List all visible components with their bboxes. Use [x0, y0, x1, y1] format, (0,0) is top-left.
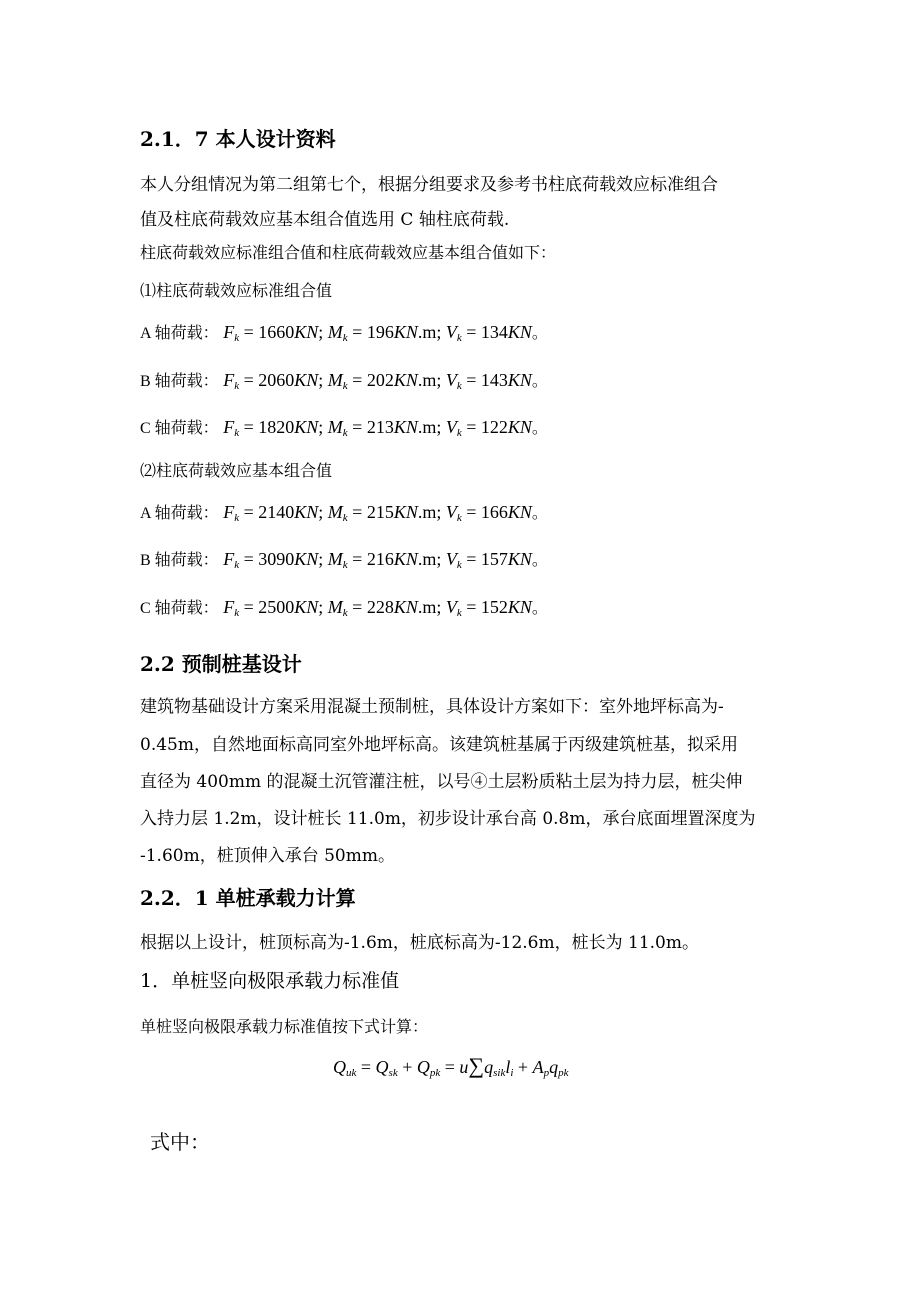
- sub-k: k: [342, 380, 348, 392]
- var-F: F: [223, 370, 235, 390]
- eq-sign: =: [347, 417, 367, 437]
- eq-sign: =: [239, 502, 259, 522]
- semicolon: ;: [436, 597, 446, 617]
- f-sub-sk: sk: [388, 1067, 398, 1079]
- var-V: V: [445, 549, 457, 569]
- design-line-4: 入持力层 1.2m，设计桩长 11.0m，初步设计承台高 0.8m，承台底面埋置深度为: [140, 809, 756, 829]
- unit-KN: KN: [393, 322, 418, 342]
- unit-KN: KN: [507, 370, 532, 390]
- unit-KN: KN: [294, 597, 319, 617]
- sub-k: k: [342, 607, 348, 619]
- unit-KN: KN: [393, 597, 418, 617]
- sub-k: k: [342, 512, 348, 524]
- eq-sign: =: [461, 502, 481, 522]
- var-V: V: [445, 597, 457, 617]
- sub-k: k: [234, 512, 240, 524]
- var-V: V: [445, 370, 457, 390]
- eq-sign: =: [461, 597, 481, 617]
- load-row: [140, 500, 548, 524]
- unit-KN: KN: [393, 502, 418, 522]
- eq-sign: =: [461, 549, 481, 569]
- section-title-2-2-1: 2.2．1 单桩承载力计算: [140, 886, 356, 910]
- value-V: 122: [480, 417, 508, 437]
- f-sum: ∑: [468, 1053, 485, 1078]
- unit-KN: KN: [393, 417, 418, 437]
- pile-elevation-line: 根据以上设计，桩顶标高为-1.6m，桩底标高为-12.6m，桩长为 11.0m。: [140, 933, 699, 953]
- f-sub-sik: sik: [493, 1067, 506, 1079]
- unit-dot-m: .m: [417, 322, 437, 342]
- design-line-5: -1.60m，桩顶伸入承台 50mm。: [140, 846, 395, 866]
- sub-k: k: [342, 427, 348, 439]
- unit-KN: KN: [294, 322, 319, 342]
- f-sub-uk: uk: [346, 1067, 357, 1079]
- f-eq: =: [356, 1057, 376, 1077]
- intro-line-2: 值及柱底荷载效应基本组合值选用 C 轴柱底荷载.: [140, 210, 510, 230]
- f-sub-p: p: [543, 1067, 550, 1079]
- period: 。: [531, 420, 548, 437]
- section-title-2-1-7: 2.1．7 本人设计资料: [140, 127, 336, 151]
- unit-dot-m: .m: [417, 597, 437, 617]
- intro-line-1: 本人分组情况为第二组第七个，根据分组要求及参考书柱底荷载效应标准组合: [140, 175, 718, 195]
- value-M: 213: [366, 417, 394, 437]
- section-title-2-2: 2.2 预制桩基设计: [140, 652, 302, 676]
- value-V: 166: [480, 502, 508, 522]
- var-M: M: [327, 322, 343, 342]
- semicolon: ;: [436, 549, 446, 569]
- f-Q: Q: [375, 1057, 389, 1077]
- semicolon: ;: [318, 502, 328, 522]
- unit-KN: KN: [507, 322, 532, 342]
- design-line-3: 直径为 400mm 的混凝土沉管灌注桩，以号④土层粉质粘土层为持力层，桩尖伸: [140, 772, 743, 792]
- var-M: M: [327, 502, 343, 522]
- var-M: M: [327, 417, 343, 437]
- f-Q: Q: [416, 1057, 430, 1077]
- var-M: M: [327, 549, 343, 569]
- f-sub-i: i: [510, 1067, 514, 1079]
- sub-k: k: [234, 332, 240, 344]
- value-V: 157: [480, 549, 508, 569]
- semicolon: ;: [318, 549, 328, 569]
- unit-dot-m: .m: [417, 370, 437, 390]
- period: 。: [531, 505, 548, 522]
- value-M: 216: [366, 549, 394, 569]
- value-F: 2140: [258, 502, 295, 522]
- axis-label: C 轴荷载：: [140, 600, 219, 617]
- eq-sign: =: [239, 417, 259, 437]
- f-u: u: [459, 1057, 469, 1077]
- unit-dot-m: .m: [417, 502, 437, 522]
- unit-KN: KN: [507, 417, 532, 437]
- f-l: l: [505, 1057, 511, 1077]
- f-Q: Q: [333, 1057, 346, 1077]
- f-eq: =: [440, 1057, 460, 1077]
- semicolon: ;: [318, 417, 328, 437]
- f-plus: +: [397, 1057, 417, 1077]
- eq-sign: =: [347, 502, 367, 522]
- semicolon: ;: [436, 370, 446, 390]
- var-F: F: [223, 417, 235, 437]
- design-line-2: 0.45m，自然地面标高同室外地坪标高。该建筑桩基属于丙级建筑桩基，拟采用: [140, 735, 738, 755]
- load-row: [140, 547, 548, 571]
- unit-KN: KN: [507, 597, 532, 617]
- eq-sign: =: [347, 370, 367, 390]
- sub-k: k: [234, 380, 240, 392]
- load-row: [140, 415, 548, 439]
- semicolon: ;: [436, 502, 446, 522]
- semicolon: ;: [436, 322, 446, 342]
- sub-k: k: [342, 332, 348, 344]
- semicolon: ;: [436, 417, 446, 437]
- group-label-basic: ⑵柱底荷载效应基本组合值: [140, 461, 333, 480]
- sub-k: k: [456, 332, 462, 344]
- eq-sign: =: [461, 370, 481, 390]
- value-V: 143: [480, 370, 508, 390]
- intro-line-3: 柱底荷载效应标准组合值和柱底荷载效应基本组合值如下：: [140, 243, 557, 262]
- eq-sign: =: [461, 417, 481, 437]
- period: 。: [531, 552, 548, 569]
- unit-KN: KN: [294, 370, 319, 390]
- load-row: [140, 368, 548, 392]
- sub-k: k: [234, 607, 240, 619]
- unit-KN: KN: [393, 370, 418, 390]
- eq-sign: =: [461, 322, 481, 342]
- var-F: F: [223, 322, 235, 342]
- eq-sign: =: [239, 597, 259, 617]
- unit-KN: KN: [294, 502, 319, 522]
- value-M: 215: [366, 502, 394, 522]
- axis-label: A 轴荷载：: [140, 325, 219, 342]
- group-label-standard: ⑴柱底荷载效应标准组合值: [140, 281, 333, 300]
- var-F: F: [223, 549, 235, 569]
- sub-k: k: [234, 559, 240, 571]
- var-F: F: [223, 597, 235, 617]
- unit-KN: KN: [393, 549, 418, 569]
- value-F: 2060: [258, 370, 295, 390]
- semicolon: ;: [318, 370, 328, 390]
- period: 。: [531, 373, 548, 390]
- period: 。: [531, 325, 548, 342]
- f-sub-pk: pk: [558, 1067, 569, 1079]
- sub-k: k: [456, 607, 462, 619]
- value-V: 134: [480, 322, 508, 342]
- value-M: 202: [366, 370, 394, 390]
- eq-sign: =: [347, 549, 367, 569]
- semicolon: ;: [318, 322, 328, 342]
- eq-sign: =: [239, 549, 259, 569]
- var-M: M: [327, 370, 343, 390]
- value-F: 2500: [258, 597, 295, 617]
- value-V: 152: [480, 597, 508, 617]
- design-line-1: 建筑物基础设计方案采用混凝土预制桩，具体设计方案如下：室外地坪标高为-: [140, 697, 724, 717]
- unit-KN: KN: [294, 417, 319, 437]
- eq-sign: =: [347, 322, 367, 342]
- f-A: A: [532, 1057, 544, 1077]
- var-V: V: [445, 502, 457, 522]
- value-F: 3090: [258, 549, 295, 569]
- formula-intro: 单桩竖向极限承载力标准值按下式计算：: [140, 1017, 429, 1036]
- value-F: 1660: [258, 322, 295, 342]
- formula-Quk: [333, 1053, 568, 1079]
- value-F: 1820: [258, 417, 295, 437]
- sub-k: k: [456, 512, 462, 524]
- sub-k: k: [456, 559, 462, 571]
- axis-label: B 轴荷载：: [140, 373, 219, 390]
- var-M: M: [327, 597, 343, 617]
- sub-k: k: [456, 427, 462, 439]
- value-M: 196: [366, 322, 394, 342]
- f-q: q: [549, 1057, 559, 1077]
- f-q: q: [484, 1057, 494, 1077]
- unit-KN: KN: [507, 502, 532, 522]
- period: 。: [531, 600, 548, 617]
- unit-KN: KN: [507, 549, 532, 569]
- var-F: F: [223, 502, 235, 522]
- where-label: 式中：: [150, 1130, 210, 1154]
- var-V: V: [445, 322, 457, 342]
- sub-k: k: [456, 380, 462, 392]
- axis-label: C 轴荷载：: [140, 420, 219, 437]
- subsection-title-1: 1．单桩竖向极限承载力标准值: [140, 970, 400, 992]
- sub-k: k: [342, 559, 348, 571]
- value-M: 228: [366, 597, 394, 617]
- load-row: [140, 595, 548, 619]
- semicolon: ;: [318, 597, 328, 617]
- eq-sign: =: [239, 370, 259, 390]
- unit-dot-m: .m: [417, 549, 437, 569]
- axis-label: B 轴荷载：: [140, 552, 219, 569]
- f-plus: +: [513, 1057, 533, 1077]
- load-row: [140, 320, 548, 344]
- unit-KN: KN: [294, 549, 319, 569]
- unit-dot-m: .m: [417, 417, 437, 437]
- eq-sign: =: [239, 322, 259, 342]
- f-sub-pk: pk: [429, 1067, 441, 1079]
- axis-label: A 轴荷载：: [140, 505, 219, 522]
- eq-sign: =: [347, 597, 367, 617]
- sub-k: k: [234, 427, 240, 439]
- var-V: V: [445, 417, 457, 437]
